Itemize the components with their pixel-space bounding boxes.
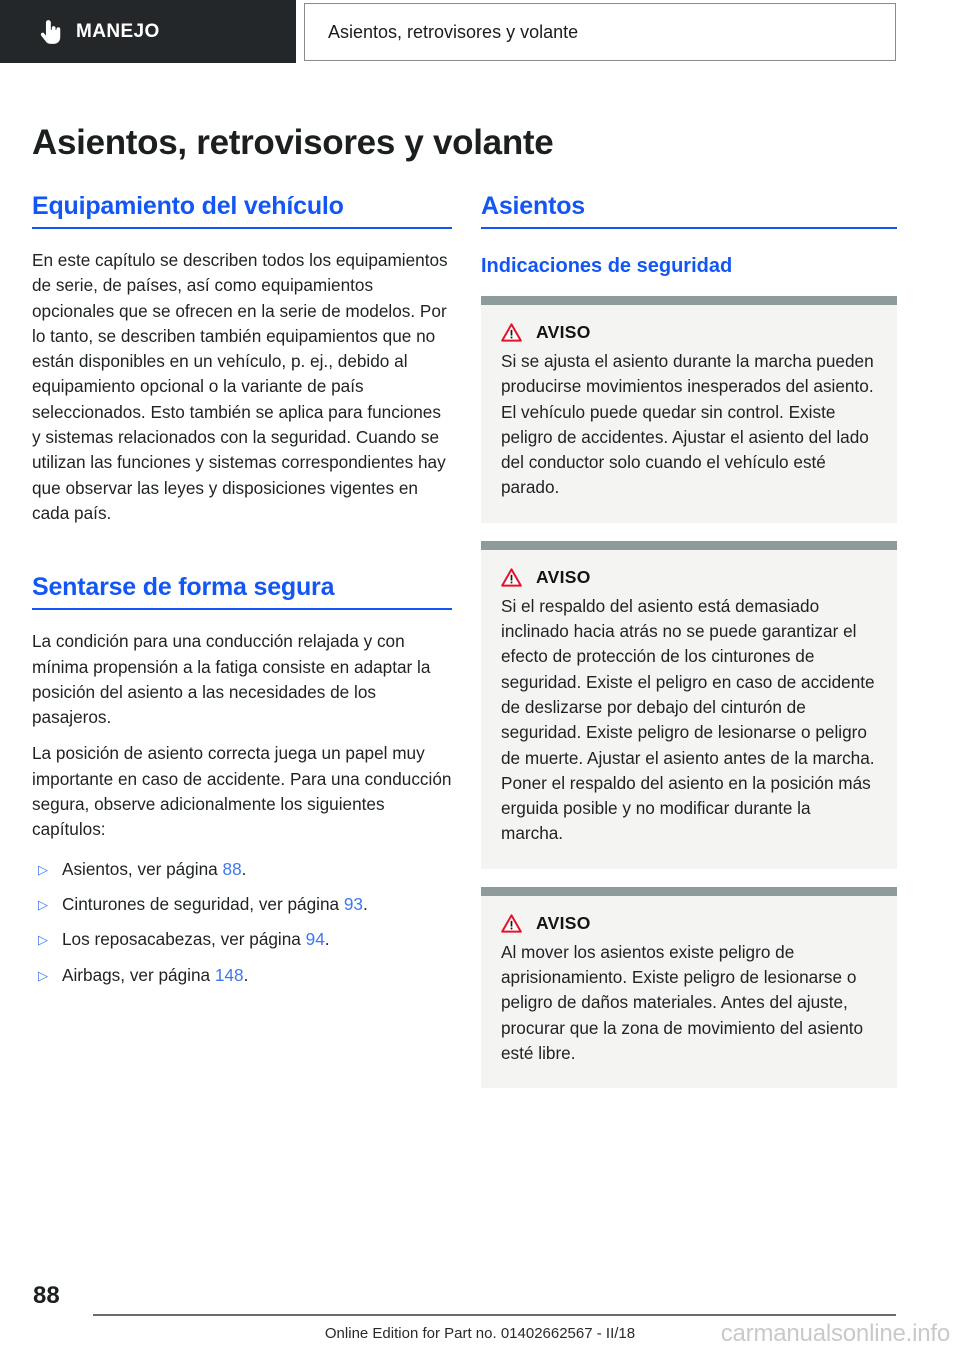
- warning-title: AVISO: [536, 322, 591, 342]
- list-item[interactable]: [32, 892, 452, 917]
- list-item[interactable]: [32, 927, 452, 952]
- page-reference-link[interactable]: 88: [222, 858, 242, 879]
- pointing-hand-icon: [40, 19, 62, 45]
- footer-divider: [93, 1314, 896, 1316]
- warning-text: Al mover los asientos existe peligro de aprisionamiento. Existe peligro de lesionarse o peligro de daños materiales. Antes del ajuste, procurar que la zona de movimiento del asiento esté libre.: [501, 941, 864, 1063]
- page-reference-link[interactable]: 93: [343, 893, 363, 914]
- page-number: 88: [33, 1282, 60, 1309]
- site-watermark: carmanualsonline.info: [720, 1320, 950, 1347]
- section-tab[interactable]: [304, 3, 896, 61]
- heading-equipamiento-del-vehiculo: Equipamiento del vehículo: [32, 192, 452, 229]
- warning-header: [501, 322, 877, 343]
- list-item-suffix: .: [363, 893, 368, 914]
- document-header: [0, 0, 960, 63]
- cross-reference-list: [32, 857, 452, 988]
- section-tab-label: Asientos, retrovisores y volante: [328, 21, 579, 42]
- warning-text: Si el respaldo del asiento está demasiado inclinado hacia atrás no se puede garantizar el efecto de protección de los cinturones de seguridad. Existe el peligro en caso de accidente de deslizarse por debajo del cinturón de seguridad. Existe peligro de lesionarse o peligro de muerte. Ajustar el asiento antes de la marcha. Poner el respaldo del asiento en la posición más erguida posible y no modificar durante la marcha.: [501, 595, 875, 844]
- warning-box: [481, 541, 897, 869]
- paragraph-equipamiento: En este capítulo se describen todos los equipamientos de serie, de países, así como equipamientos opcionales que se ofrecen en la serie de modelos. Por lo tanto, se describen también equipamientos que no están disponibles en un vehículo, p. ej., debido al equipamiento opcional o la variante de país seleccionados. Esto también se aplica para funciones y sistemas relacionados con la seguridad. Cuando se utilizan las funciones y sistemas correspondientes hay que observar las leyes y disposiciones vigentes en cada país.: [32, 250, 448, 523]
- triangle-bullet-icon: ▷: [38, 967, 48, 983]
- right-column: [481, 192, 897, 1088]
- warning-title: AVISO: [536, 912, 591, 933]
- warning-triangle-icon: [501, 914, 522, 933]
- warning-header: [501, 567, 877, 588]
- triangle-bullet-icon: ▷: [38, 932, 48, 948]
- chapter-tab-manejo[interactable]: [0, 0, 296, 63]
- warning-header: [501, 913, 877, 934]
- list-item-text: Los reposacabezas, ver página: [62, 929, 306, 950]
- warning-box: [481, 887, 897, 1088]
- list-item-text: Airbags, ver página: [62, 964, 215, 985]
- list-item[interactable]: [32, 857, 452, 882]
- chapter-tab-label: MANEJO: [76, 20, 160, 42]
- heading-asientos: Asientos: [481, 192, 897, 229]
- warning-text: Si se ajusta el asiento durante la marcha pueden producirse movimientos inesperados del asiento. El vehículo puede quedar sin control. Existe peligro de accidentes. Ajustar el asiento del lado del conductor solo cuando el vehículo esté parado.: [501, 351, 874, 498]
- left-column: [32, 192, 452, 998]
- paragraph-condicion-conduccion: La condición para una conducción relajada y con mínima propensión a la fatiga consiste en adaptar la posición del asiento a las necesidades de los pasajeros.: [32, 631, 431, 728]
- warning-triangle-icon: [501, 568, 522, 587]
- footer-edition-text: Online Edition for Part no. 01402662567 - II/18: [324, 1325, 636, 1342]
- list-item-text: Asientos, ver página: [62, 858, 223, 879]
- list-item-suffix: .: [243, 964, 249, 985]
- list-item-text: Cinturones de seguridad, ver página: [62, 893, 344, 914]
- page-reference-link[interactable]: 148: [214, 964, 244, 985]
- warning-triangle-icon: [501, 323, 522, 342]
- warning-title: AVISO: [536, 566, 591, 587]
- triangle-bullet-icon: ▷: [38, 896, 48, 912]
- paragraph-posicion-asiento: La posición de asiento correcta juega un papel muy importante en caso de accidente. Para una conducción segura, observe adicionalmente los siguientes capítulos:: [32, 743, 452, 840]
- page-reference-link[interactable]: 94: [305, 929, 325, 950]
- list-item[interactable]: [32, 963, 452, 988]
- heading-sentarse-de-forma-segura: Sentarse de forma segura: [32, 573, 452, 610]
- page-title: Asientos, retrovisores y volante: [32, 123, 554, 163]
- heading-indicaciones-de-seguridad: Indicaciones de seguridad: [481, 255, 733, 277]
- triangle-bullet-icon: ▷: [38, 861, 48, 877]
- warning-box: [481, 296, 897, 523]
- page-footer: [0, 1272, 960, 1362]
- list-item-suffix: .: [324, 929, 330, 950]
- list-item-suffix: .: [241, 858, 247, 879]
